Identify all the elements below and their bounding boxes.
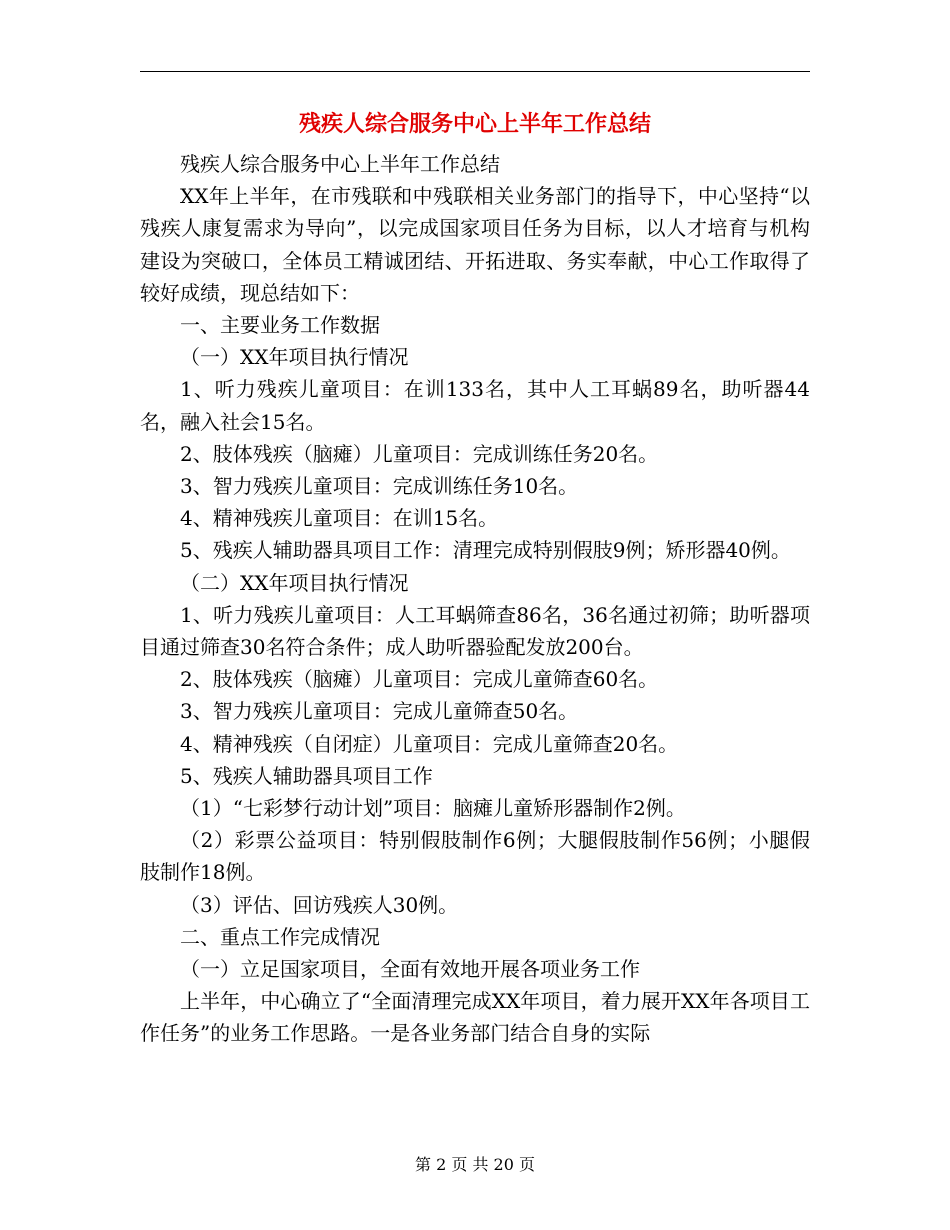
paragraph: 一、主要业务工作数据	[180, 313, 380, 338]
paragraph: 4、精神残疾（自闭症）儿童项目：完成儿童筛查20名。	[180, 731, 679, 756]
paragraph: （二）XX年项目执行情况	[180, 570, 409, 595]
paragraph: 1、听力残疾儿童项目：在训133名，其中人工耳蜗89名，助听器44名，融入社会15名。	[140, 377, 810, 434]
page-footer	[0, 1154, 950, 1176]
paragraph: 3、智力残疾儿童项目：完成儿童筛查50名。	[180, 699, 579, 724]
paragraph: 2、肢体残疾（脑瘫）儿童项目：完成训练任务20名。	[180, 441, 659, 466]
paragraph: （3）评估、回访残疾人30例。	[180, 892, 459, 917]
paragraph: （一）立足国家项目，全面有效地开展各项业务工作	[180, 957, 640, 982]
page-number: 第 2 页 共 20 页	[415, 1155, 535, 1174]
paragraph: 1、听力残疾儿童项目：人工耳蜗筛查86名，36名通过初筛；助听器项目通过筛查30名符合条件；成人助听器验配发放200台。	[140, 602, 810, 660]
document-title: 残疾人综合服务中心上半年工作总结	[298, 111, 651, 137]
paragraph: 5、残疾人辅助器具项目工作：清理完成特别假肢9例；矫形器40例。	[180, 538, 791, 563]
document-body	[140, 148, 810, 1050]
paragraph: （1）“七彩梦行动计划”项目：脑瘫儿童矫形器制作2例。	[180, 796, 686, 821]
paragraph: 2、肢体残疾（脑瘫）儿童项目：完成儿童筛查60名。	[180, 667, 659, 692]
paragraph: 二、重点工作完成情况	[180, 924, 380, 949]
paragraph: （2）彩票公益项目：特别假肢制作6例；大腿假肢制作56例；小腿假肢制作18例。	[140, 828, 810, 885]
paragraph: 4、精神残疾儿童项目：在训15名。	[180, 506, 499, 531]
paragraph: 残疾人综合服务中心上半年工作总结	[180, 152, 500, 176]
paragraph: 上半年，中心确立了“全面清理完成XX年项目，着力展开XX年各项目工作任务”的业务工作思路。一是各业务部门结合自身的实际	[140, 989, 810, 1046]
header-rule	[140, 71, 810, 72]
paragraph: （一）XX年项目执行情况	[180, 345, 409, 370]
paragraph: XX年上半年，在市残联和中残联相关业务部门的指导下，中心坚持“以残疾人康复需求为导向”，以完成国家项目任务为目标，以人才培育与机构建设为突破口，全体员工精诚团结、开拓进取、务实奉献，中心工作取得了较好成绩，现总结如下：	[140, 184, 810, 305]
paragraph: 3、智力残疾儿童项目：完成训练任务10名。	[180, 474, 579, 499]
paragraph: 5、残疾人辅助器具项目工作	[180, 763, 433, 788]
